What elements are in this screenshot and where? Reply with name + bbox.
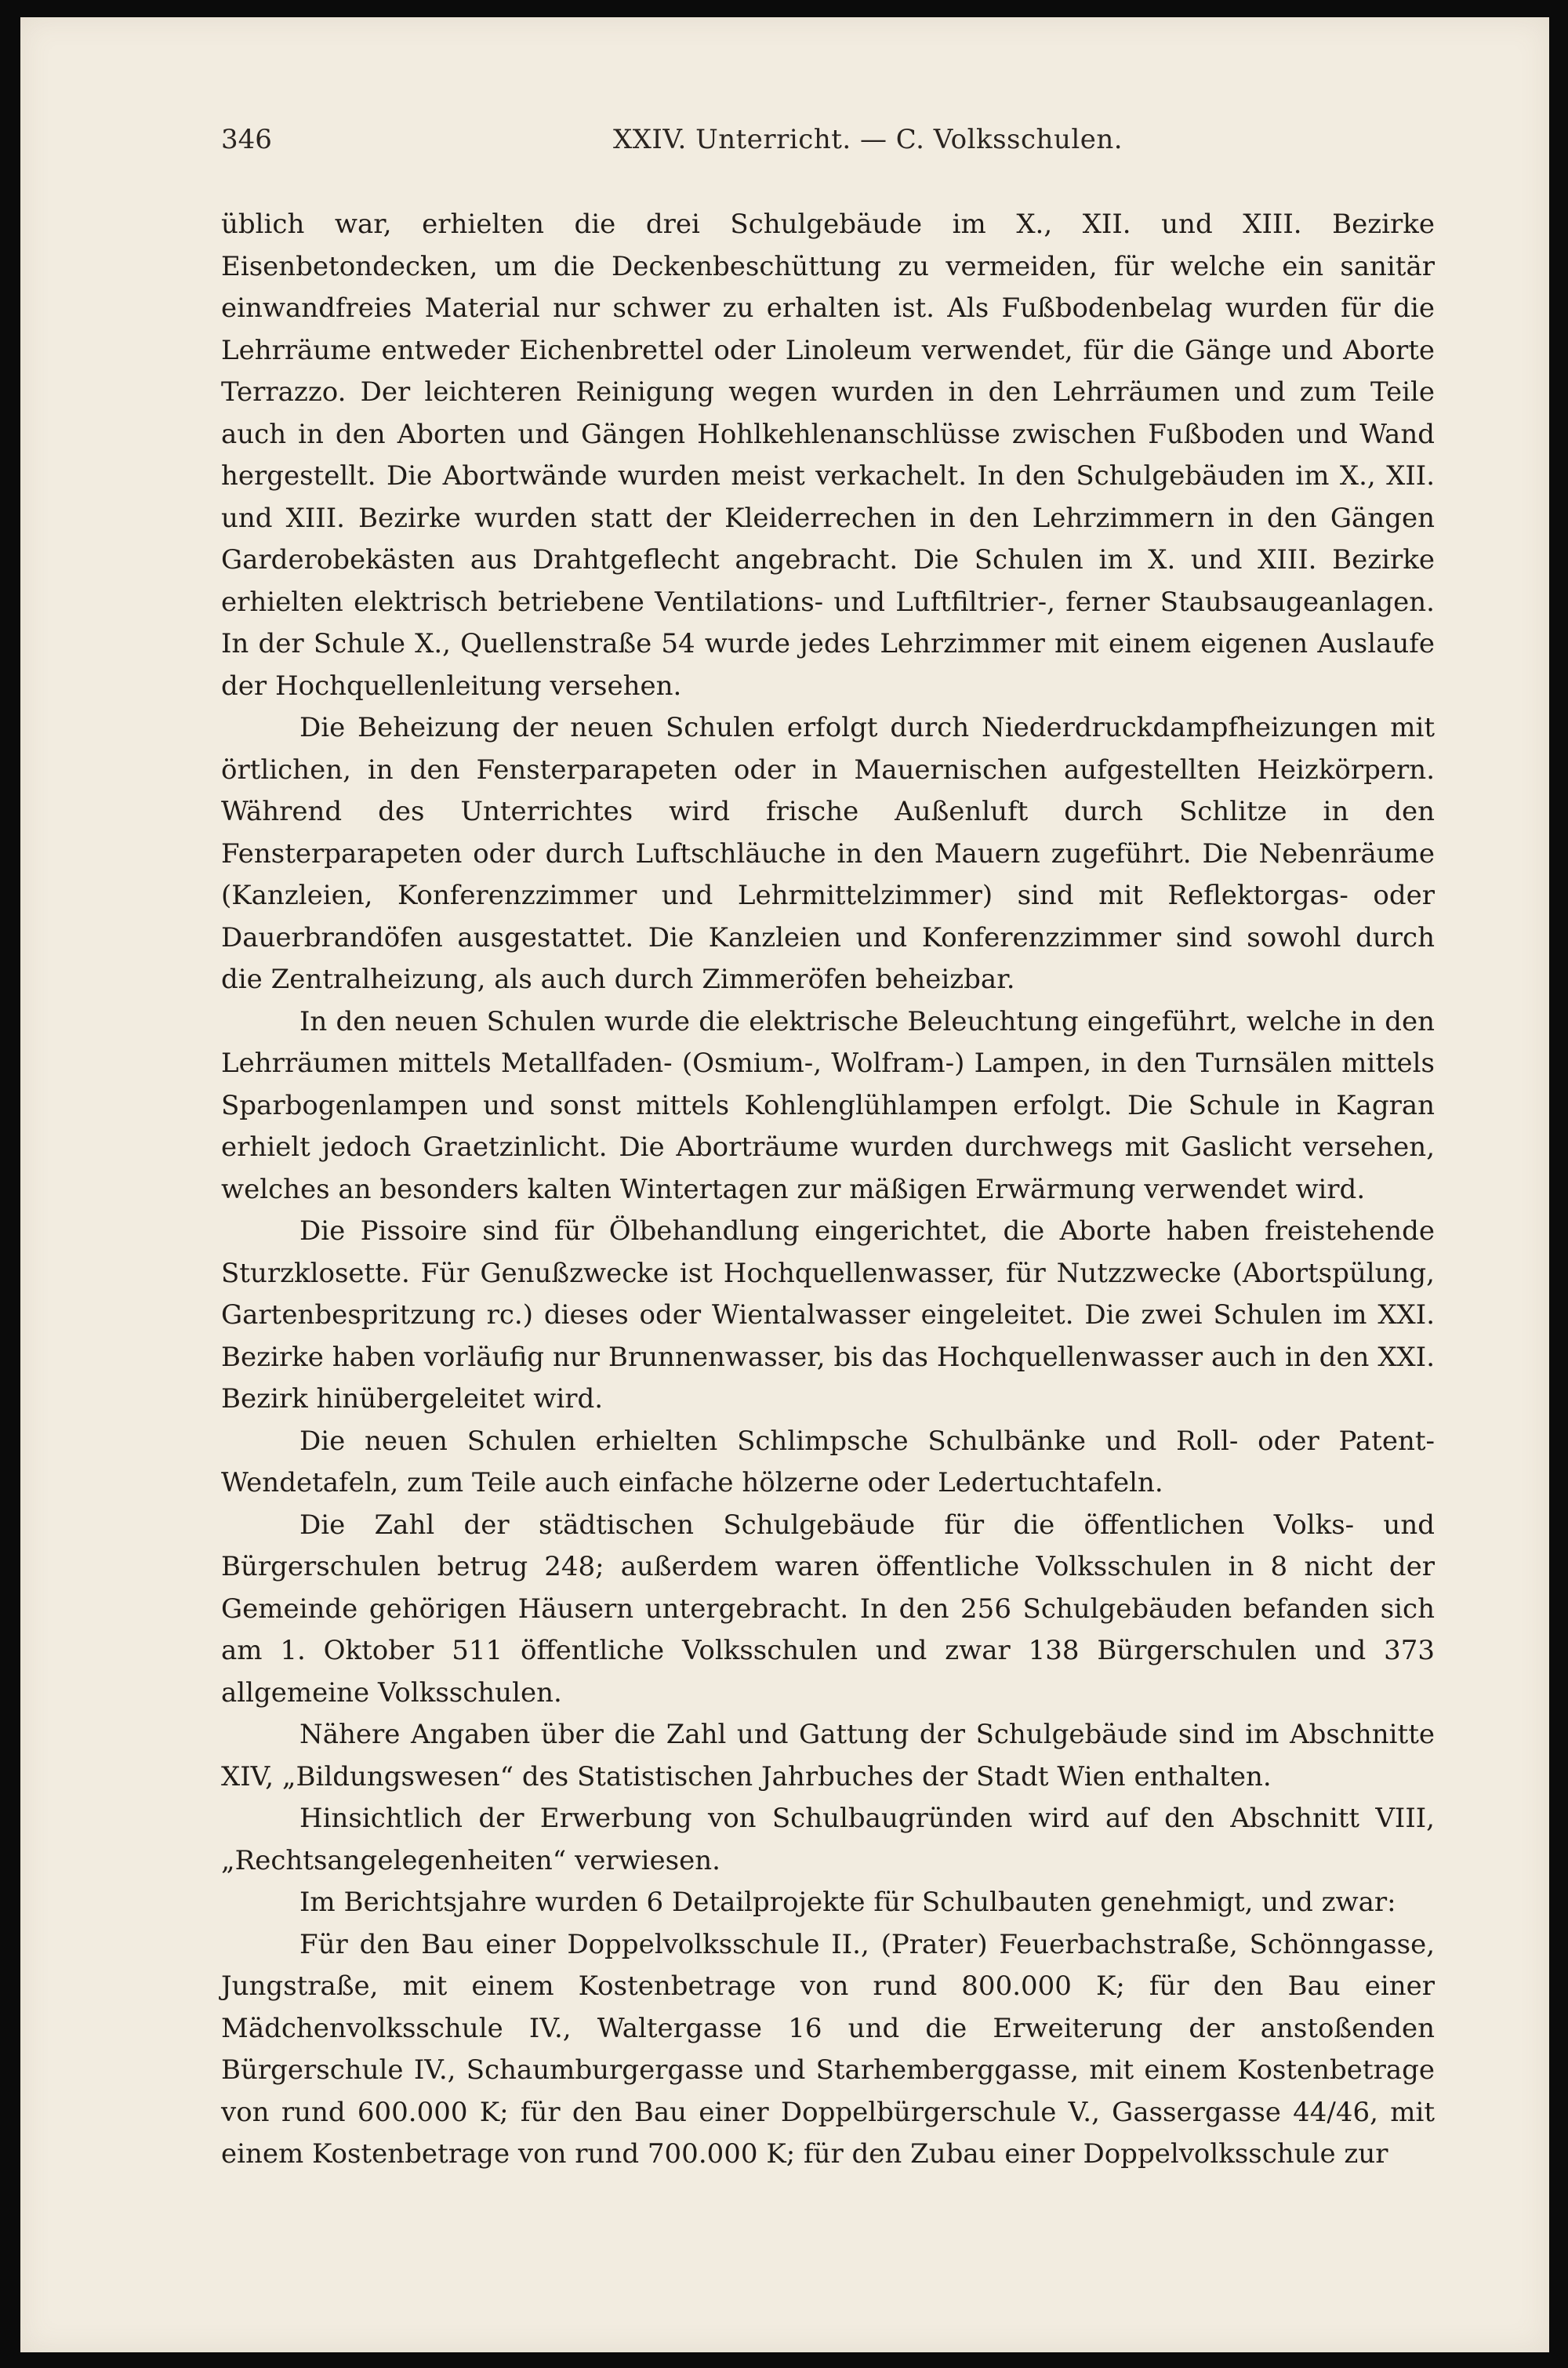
paragraph: Die Zahl der städtischen Schulgebäude für die öffentlichen Volks- und Bürgerschulen betrug 248; außerdem waren öffentliche Volksschulen in 8 nicht der Gemeinde gehörigen Häusern untergebracht. In den 256 Schulgebäuden befanden sich am 1. Oktober 511 öffentliche Volksschulen und zwar 138 Bürgerschulen und 373 allgemeine Volksschulen. bbox=[221, 1509, 1435, 1709]
paragraph: Nähere Angaben über die Zahl und Gattung der Schulgebäude sind im Abschnitte XIV, „Bildungswesen“ des Statistischen Jahrbuches der Stadt Wien enthalten. bbox=[221, 1719, 1435, 1792]
paragraph: Hinsichtlich der Erwerbung von Schulbaugründen wird auf den Abschnitt VIII, „Rechtsangelegenheiten“ verwiesen. bbox=[221, 1803, 1435, 1876]
paragraph: Die Pissoire sind für Ölbehandlung eingerichtet, die Aborte haben freistehende Sturzklosette. Für Genußzwecke ist Hochquellenwasser, für Nutzzwecke (Abortspülung, Gartenbespritzung rc.) dieses oder Wientalwasser eingeleitet. Die zwei Schulen im XXI. Bezirke haben vorläufig nur Brunnenwasser, bis das Hochquellenwasser auch in den XXI. Bezirk hinübergeleitet wird. bbox=[221, 1215, 1435, 1415]
page-header bbox=[221, 118, 1435, 165]
paragraph: Im Berichtsjahre wurden 6 Detailprojekte für Schulbauten genehmigt, und zwar: bbox=[299, 1887, 1396, 1918]
paragraph: Die neuen Schulen erhielten Schlimpsche Schulbänke und Roll- oder Patent-Wendetafeln, zum Teile auch einfache hölzerne oder Ledertuchtafeln. bbox=[221, 1425, 1435, 1498]
paragraph: In den neuen Schulen wurde die elektrische Beleuchtung eingeführt, welche in den Lehrräumen mittels Metallfaden- (Osmium-, Wolfram-) Lampen, in den Turnsälen mittels Sparbogenlampen und sonst mittels Kohlenglühlampen erfolgt. Die Schule in Kagran erhielt jedoch Graetzinlicht. Die Aborträume wurden durchwegs mit Gaslicht versehen, welches an besonders kalten Wintertagen zur mäßigen Erwärmung verwendet wird. bbox=[221, 1005, 1435, 1205]
paragraph: Für den Bau einer Doppelvolksschule II., (Prater) Feuerbachstraße, Schönngasse, Jungstraße, mit einem Kostenbetrage von rund 800.000 K; für den Bau einer Mädchenvolksschule IV., Waltergasse 16 und die Erweiterung der anstoßenden Bürgerschule IV., Schaumburgergasse und Starhemberggasse, mit einem Kostenbetrage von rund 600.000 K; für den Bau einer Doppelbürgerschule V., Gassergasse 44/46, mit einem Kostenbetrage von rund 700.000 K; für den Zubau einer Doppelvolksschule zur bbox=[221, 1928, 1435, 2170]
body-text bbox=[221, 204, 1435, 2176]
running-head: XXIV. Unterricht. — C. Volksschulen. bbox=[613, 124, 1123, 155]
document-page bbox=[20, 17, 1549, 2352]
paragraph: Die Beheizung der neuen Schulen erfolgt durch Niederdruckdampfheizungen mit örtlichen, in den Fensterparapeten oder in Mauernischen aufgestellten Heizkörpern. Während des Unterrichtes wird frische Außenluft durch Schlitze in den Fensterparapeten oder durch Luftschläuche in den Mauern zugeführt. Die Nebenräume (Kanzleien, Konferenzzimmer und Lehrmittelzimmer) sind mit Reflektorgas- oder Dauerbrandöfen ausgestattet. Die Kanzleien und Konferenzzimmer sind sowohl durch die Zentralheizung, als auch durch Zimmeröfen beheizbar. bbox=[221, 712, 1435, 995]
paragraph: üblich war, erhielten die drei Schulgebäude im X., XII. und XIII. Bezirke Eisenbetondecken, um die Deckenbeschüttung zu vermeiden, für welche ein sanitär einwandfreies Material nur schwer zu erhalten ist. Als Fußbodenbelag wurden für die Lehrräume entweder Eichenbrettel oder Linoleum verwendet, für die Gänge und Aborte Terrazzo. Der leichteren Reinigung wegen wurden in den Lehrräumen und zum Teile auch in den Aborten und Gängen Hohlkehlenanschlüsse zwischen Fußboden und Wand hergestellt. Die Abortwände wurden meist verkachelt. In den Schulgebäuden im X., XII. und XIII. Bezirke wurden statt der Kleiderrechen in den Lehrzimmern in den Gängen Garderobekästen aus Drahtgeflecht angebracht. Die Schulen im X. und XIII. Bezirke erhielten elektrisch betriebene Ventilations- und Luftfiltrier-, ferner Staubsaugeanlagen. In der Schule X., Quellenstraße 54 wurde jedes Lehrzimmer mit einem eigenen Auslaufe der Hochquellenleitung versehen. bbox=[221, 209, 1435, 702]
page-number: 346 bbox=[221, 124, 272, 155]
